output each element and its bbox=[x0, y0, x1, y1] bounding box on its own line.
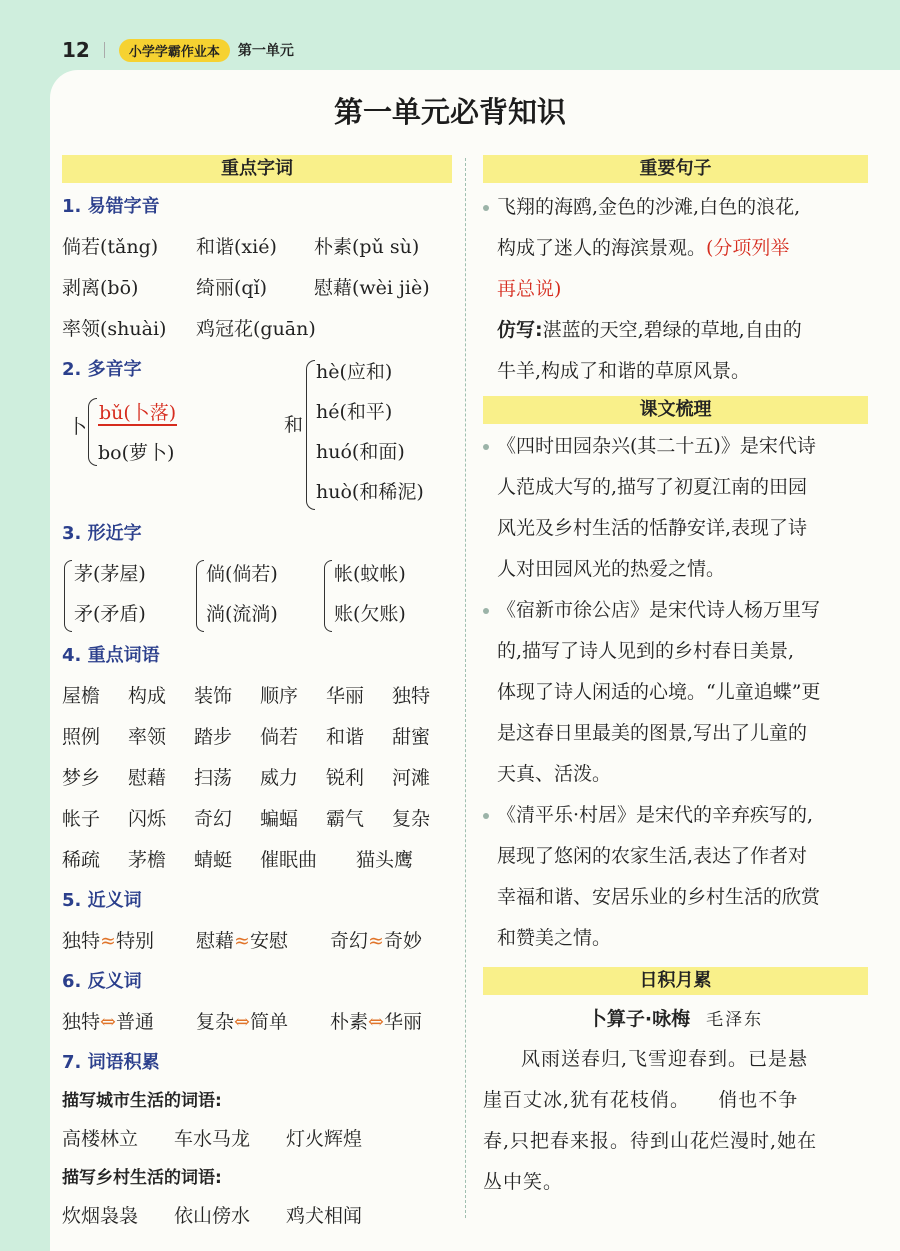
pron-item: 和谐(xié) bbox=[196, 236, 277, 258]
double-arrow-icon: ⇔ bbox=[368, 1011, 384, 1033]
idiom: 依山傍水 bbox=[174, 1205, 251, 1227]
phrase: 踏步 bbox=[194, 726, 233, 748]
poem-author: 毛泽东 bbox=[706, 1010, 764, 1030]
section-banner-lesson-summary: 课文梳理 bbox=[483, 396, 868, 424]
brand-badge: 小学学霸作业本 bbox=[119, 39, 230, 62]
heading-key-phrases: 4. 重点词语 bbox=[62, 645, 160, 666]
phrase: 稀疏 bbox=[62, 849, 101, 871]
section-banner-daily-accumulation: 日积月累 bbox=[483, 967, 868, 995]
polyphone-reading: bo(萝卜) bbox=[98, 442, 175, 464]
poem-heading bbox=[483, 999, 868, 1039]
polyphone-reading-first: bǔ(卜落) bbox=[99, 402, 177, 424]
phrase: 霸气 bbox=[326, 808, 365, 830]
phrase: 独特 bbox=[392, 685, 431, 707]
phrase: 装饰 bbox=[194, 685, 233, 707]
phrase: 甜蜜 bbox=[392, 726, 431, 748]
lesson-summary: 《清平乐·村居》是宋代的辛弃疾写的, 展现了悠闲的农家生活,表达了作者对 幸福和谐、安居乐业的乡村生活的欣赏 和赞美之情。 bbox=[483, 795, 868, 959]
village-words-label: 描写乡村生活的词语: bbox=[62, 1168, 222, 1188]
phrase: 锐利 bbox=[326, 767, 365, 789]
pron-item: 剥离(bō) bbox=[62, 277, 139, 299]
synonym-pair: 慰藉≈安慰 bbox=[196, 921, 330, 962]
pron-item: 慰藉(wèi jiè) bbox=[314, 277, 430, 299]
city-words-row bbox=[62, 1119, 452, 1160]
antonym-pair: 朴素⇔华丽 bbox=[330, 1002, 422, 1043]
phrase-row bbox=[62, 799, 452, 840]
double-arrow-icon: ⇔ bbox=[100, 1011, 116, 1033]
polyphone-reading: hé(和平) bbox=[316, 401, 393, 423]
heading-pronunciation: 1. 易错字音 bbox=[62, 196, 160, 217]
phrase: 蜻蜓 bbox=[194, 849, 233, 871]
polyphone-char-bu: 卜 bbox=[68, 416, 88, 438]
similar-char: 矛(矛盾) bbox=[74, 603, 146, 625]
polyphone-reading bbox=[98, 393, 177, 433]
approx-icon: ≈ bbox=[100, 930, 116, 952]
similar-char: 帐(蚊帐) bbox=[334, 563, 406, 585]
unit-label: 第一单元 bbox=[237, 43, 294, 59]
approx-icon: ≈ bbox=[368, 930, 384, 952]
section-banner-key-words: 重点字词 bbox=[62, 155, 452, 183]
synonym-pair: 奇幻≈奇妙 bbox=[330, 921, 422, 962]
brace-icon bbox=[324, 560, 332, 632]
similar-char: 账(欠账) bbox=[334, 603, 406, 625]
phrase: 慰藉 bbox=[128, 767, 167, 789]
sentence-note: 再总说) bbox=[497, 278, 562, 300]
phrase: 扫荡 bbox=[194, 767, 233, 789]
phrase-row bbox=[62, 758, 452, 799]
synonym-pair: 独特≈特别 bbox=[62, 921, 196, 962]
phrase: 顺序 bbox=[260, 685, 299, 707]
page-title: 第一单元必背知识 bbox=[333, 95, 566, 129]
similar-chars-block bbox=[62, 554, 452, 636]
phrase: 照例 bbox=[62, 726, 101, 748]
phrase: 蝙蝠 bbox=[260, 808, 299, 830]
imitation-sentence: 仿写:湛蓝的天空,碧绿的草地,自由的 牛羊,构成了和谐的草原风景。 bbox=[497, 319, 802, 382]
phrase: 华丽 bbox=[326, 685, 365, 707]
right-column bbox=[483, 155, 868, 1203]
phrase: 屋檐 bbox=[62, 685, 101, 707]
brace-icon bbox=[306, 360, 315, 510]
idiom: 炊烟袅袅 bbox=[62, 1205, 139, 1227]
phrase: 闪烁 bbox=[128, 808, 167, 830]
phrase: 率领 bbox=[128, 726, 167, 748]
synonym-row bbox=[62, 921, 452, 962]
sentence-note: (分项列举 bbox=[706, 237, 790, 259]
heading-synonyms: 5. 近义词 bbox=[62, 890, 142, 911]
similar-char: 倘(倘若) bbox=[206, 563, 278, 585]
poem-title: 卜算子·咏梅 bbox=[587, 1008, 691, 1030]
antonym-row bbox=[62, 1002, 452, 1043]
page-header bbox=[62, 38, 294, 62]
phrase: 倘若 bbox=[260, 726, 299, 748]
phrase: 帐子 bbox=[62, 808, 101, 830]
pron-item: 绮丽(qǐ) bbox=[196, 277, 268, 299]
polyphone-reading: hè(应和) bbox=[316, 361, 393, 383]
phrase: 构成 bbox=[128, 685, 167, 707]
imitate-label: 仿写: bbox=[497, 319, 543, 341]
phrase: 梦乡 bbox=[62, 767, 101, 789]
phrase-row bbox=[62, 840, 452, 881]
polyphone-reading: huó(和面) bbox=[316, 441, 405, 463]
phrase: 催眠曲 bbox=[260, 849, 318, 871]
approx-icon: ≈ bbox=[234, 930, 250, 952]
pron-item: 率领(shuài) bbox=[62, 318, 167, 340]
polyphone-block bbox=[62, 350, 452, 514]
idiom: 灯火辉煌 bbox=[286, 1128, 363, 1150]
heading-similar-chars: 3. 形近字 bbox=[62, 523, 142, 544]
phrase: 河滩 bbox=[392, 767, 431, 789]
phrase: 复杂 bbox=[392, 808, 431, 830]
key-sentence: 飞翔的海鸥,金色的沙滩,白色的浪花, 构成了迷人的海滨景观。(分项列举 再总说) bbox=[483, 187, 868, 310]
heading-word-bank: 7. 词语积累 bbox=[62, 1052, 160, 1073]
brace-icon bbox=[64, 560, 72, 632]
phrase: 奇幻 bbox=[194, 808, 233, 830]
similar-char: 淌(流淌) bbox=[206, 603, 278, 625]
idiom: 车水马龙 bbox=[174, 1128, 251, 1150]
idiom: 高楼林立 bbox=[62, 1128, 139, 1150]
section-banner-key-sentences: 重要句子 bbox=[483, 155, 868, 183]
pron-item: 鸡冠花(guān) bbox=[196, 318, 316, 340]
poem-body: 风雨送春归,飞雪迎春到。已是悬 崖百丈冰,犹有花枝俏。 俏也不争 春,只把春来报。待到山花烂漫时,她在 丛中笑。 bbox=[483, 1048, 818, 1193]
city-words-label: 描写城市生活的词语: bbox=[62, 1091, 222, 1111]
left-column bbox=[62, 155, 452, 1237]
header-separator bbox=[104, 42, 105, 58]
double-arrow-icon: ⇔ bbox=[234, 1011, 250, 1033]
pron-item: 朴素(pǔ sù) bbox=[314, 236, 420, 258]
phrase: 猫头鹰 bbox=[356, 849, 414, 871]
column-divider bbox=[465, 158, 466, 1218]
idiom: 鸡犬相闻 bbox=[286, 1205, 363, 1227]
phrase: 茅檐 bbox=[128, 849, 167, 871]
polyphone-reading: huò(和稀泥) bbox=[316, 481, 424, 503]
page-number: 12 bbox=[62, 38, 90, 62]
phrase-row bbox=[62, 676, 452, 717]
phrase: 和谐 bbox=[326, 726, 365, 748]
heading-antonyms: 6. 反义词 bbox=[62, 971, 142, 992]
heading-polyphone: 2. 多音字 bbox=[62, 359, 142, 380]
phrase-row bbox=[62, 717, 452, 758]
similar-char: 茅(茅屋) bbox=[74, 563, 146, 585]
phrase: 威力 bbox=[260, 767, 299, 789]
pron-row bbox=[62, 309, 452, 350]
pron-item: 倘若(tǎng) bbox=[62, 236, 159, 258]
polyphone-char-he: 和 bbox=[284, 414, 304, 436]
brace-icon bbox=[88, 398, 97, 466]
lesson-summary: 《宿新市徐公店》是宋代诗人杨万里写 的,描写了诗人见到的乡村春日美景, 体现了诗人闲适的心境。“儿童追蝶”更 是这春日里最美的图景,写出了儿童的 天真、活泼。 bbox=[483, 590, 868, 795]
brace-icon bbox=[196, 560, 204, 632]
antonym-pair: 独特⇔普通 bbox=[62, 1002, 196, 1043]
lesson-summary: 《四时田园杂兴(其二十五)》是宋代诗 人范成大写的,描写了初夏江南的田园 风光及乡村生活的恬静安详,表现了诗 人对田园风光的热爱之情。 bbox=[483, 426, 868, 590]
antonym-pair: 复杂⇔简单 bbox=[196, 1002, 330, 1043]
village-words-row bbox=[62, 1196, 452, 1237]
pron-row bbox=[62, 268, 452, 309]
pron-row bbox=[62, 227, 452, 268]
